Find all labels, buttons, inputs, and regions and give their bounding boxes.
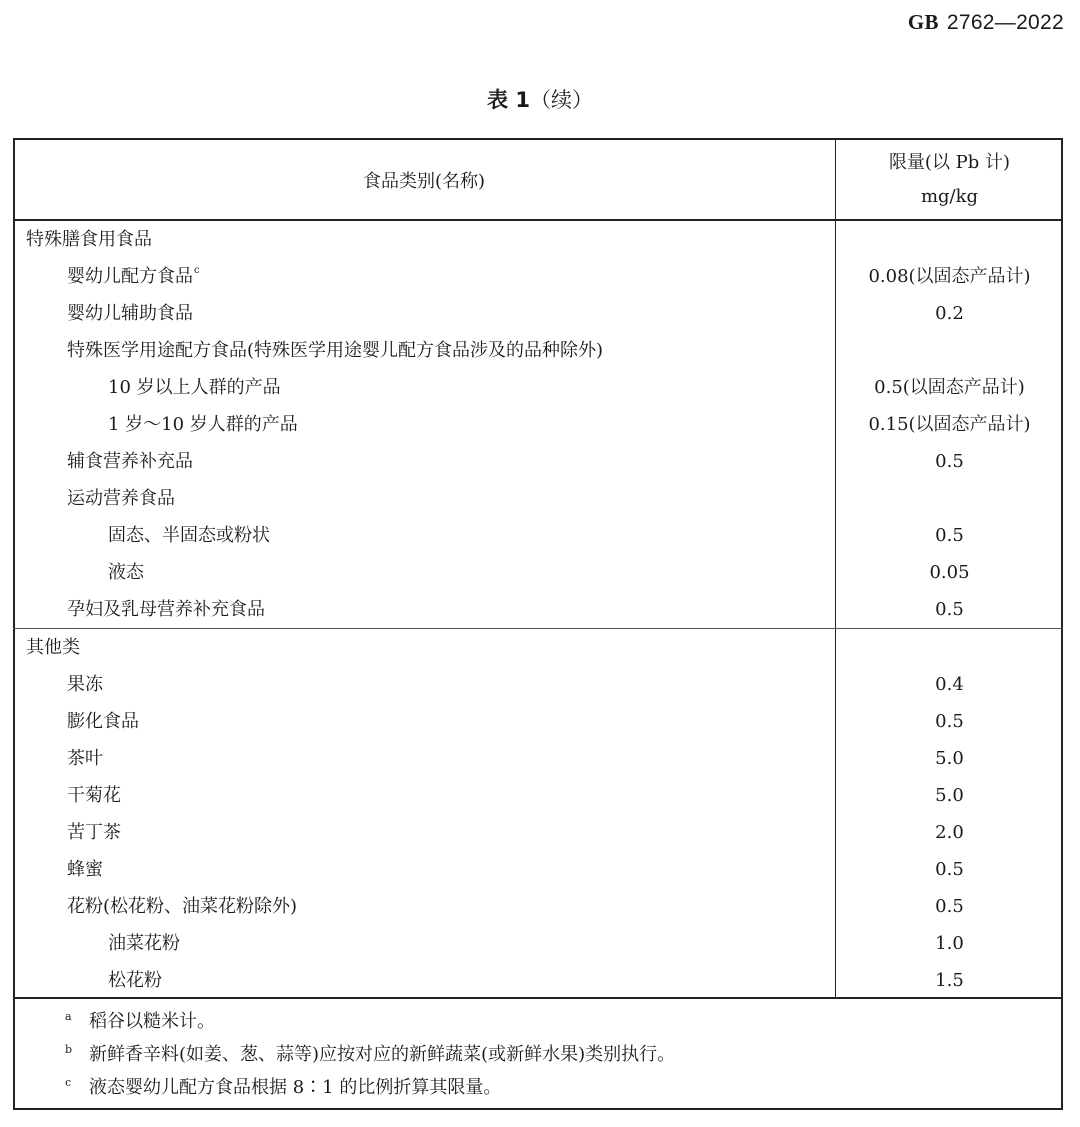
table-row (13, 443, 1063, 480)
limit-value: 0.2 (935, 303, 964, 324)
food-category: 蜂蜜 (67, 859, 103, 880)
food-category: 其他类 (26, 637, 80, 658)
table-row (13, 221, 1063, 258)
food-category: 液态 (108, 562, 144, 583)
limit-value: 0.5 (935, 859, 964, 880)
limit-value: 1.5 (935, 970, 964, 991)
food-category (67, 258, 200, 295)
food-category: 特殊医学用途配方食品(特殊医学用途婴儿配方食品涉及的品种除外) (67, 340, 604, 361)
limit-value (836, 629, 1063, 666)
food-category-name: 婴幼儿配方食品 (67, 266, 193, 287)
food-category: 运动营养食品 (67, 488, 175, 509)
table-row (13, 406, 1063, 443)
limit-value: 0.4 (935, 674, 964, 695)
food-category: 果冻 (67, 674, 103, 695)
column-header-food-category: 食品类别(名称) (362, 171, 486, 192)
table-row (13, 703, 1063, 740)
standard-prefix: GB (907, 10, 939, 34)
table-title (0, 84, 1080, 114)
footnote (13, 1038, 1063, 1071)
standard-number: 2762—2022 (946, 11, 1064, 34)
footnote-mark: b (65, 1043, 73, 1056)
food-category: 10 岁以上人群的产品 (108, 377, 281, 398)
limit-value (836, 332, 1063, 369)
limit-value: 2.0 (935, 822, 964, 843)
standard-code (908, 10, 1064, 35)
footnote-text: 稻谷以糙米计。 (89, 1011, 215, 1032)
limit-value: 0.5 (935, 525, 964, 546)
table-row (13, 332, 1063, 369)
limit-value: 5.0 (935, 748, 964, 769)
limit-value: 0.08(以固态产品计) (868, 266, 1031, 287)
table-row (13, 962, 1063, 999)
food-category: 干菊花 (67, 785, 121, 806)
food-category: 1 岁～10 岁人群的产品 (108, 414, 298, 435)
limit-value: 0.5 (935, 451, 964, 472)
limit-value: 0.5 (935, 711, 964, 732)
table-row (13, 591, 1063, 628)
limit-value (836, 221, 1063, 258)
column-header-limit (836, 140, 1063, 220)
food-category: 膨化食品 (67, 711, 139, 732)
table-row (13, 814, 1063, 851)
table-row (13, 369, 1063, 406)
food-category: 辅食营养补充品 (67, 451, 193, 472)
table-row (13, 888, 1063, 925)
food-category: 固态、半固态或粉状 (108, 525, 270, 546)
food-category: 茶叶 (67, 748, 103, 769)
footnote-mark: c (65, 1076, 72, 1089)
food-category: 松花粉 (108, 970, 162, 991)
footnote-mark: a (65, 1010, 72, 1023)
table-row (13, 295, 1063, 332)
limit-value: 0.15(以固态产品计) (868, 414, 1031, 435)
limit-value (836, 480, 1063, 517)
footnote-text: 液态婴幼儿配方食品根据 8∶1 的比例折算其限量。 (89, 1077, 502, 1098)
food-category: 孕妇及乳母营养补充食品 (67, 599, 265, 620)
limit-value: 0.5 (935, 599, 964, 620)
table-row (13, 480, 1063, 517)
food-category: 婴幼儿辅助食品 (67, 303, 193, 324)
limit-value: 0.5 (935, 896, 964, 917)
footnote (13, 1071, 1063, 1104)
table-row (13, 666, 1063, 703)
table-row (13, 258, 1063, 295)
table-row (13, 777, 1063, 814)
table-row (13, 925, 1063, 962)
table-row (13, 740, 1063, 777)
table-row (13, 517, 1063, 554)
table-row (13, 554, 1063, 591)
limit-value: 1.0 (935, 933, 964, 954)
footnote-text: 新鲜香辛料(如姜、葱、蒜等)应按对应的新鲜蔬菜(或新鲜水果)类别执行。 (89, 1044, 676, 1065)
limit-header-unit: mg/kg (920, 186, 979, 207)
table-row (13, 629, 1063, 666)
food-category: 特殊膳食用食品 (26, 229, 152, 250)
table-title-suffix: （续） (529, 88, 593, 112)
limit-value: 0.5(以固态产品计) (874, 377, 1025, 398)
table-title-label: 表 1 (487, 88, 530, 112)
food-category: 花粉(松花粉、油菜花粉除外) (67, 896, 298, 917)
table-row (13, 851, 1063, 888)
limit-value: 5.0 (935, 785, 964, 806)
food-category: 苦丁茶 (67, 822, 121, 843)
food-category: 油菜花粉 (108, 933, 180, 954)
footnote-ref: c (194, 265, 200, 276)
footnote (13, 1005, 1063, 1038)
limit-value: 0.05 (929, 562, 970, 583)
limit-header-line1: 限量(以 Pb 计) (888, 152, 1011, 173)
